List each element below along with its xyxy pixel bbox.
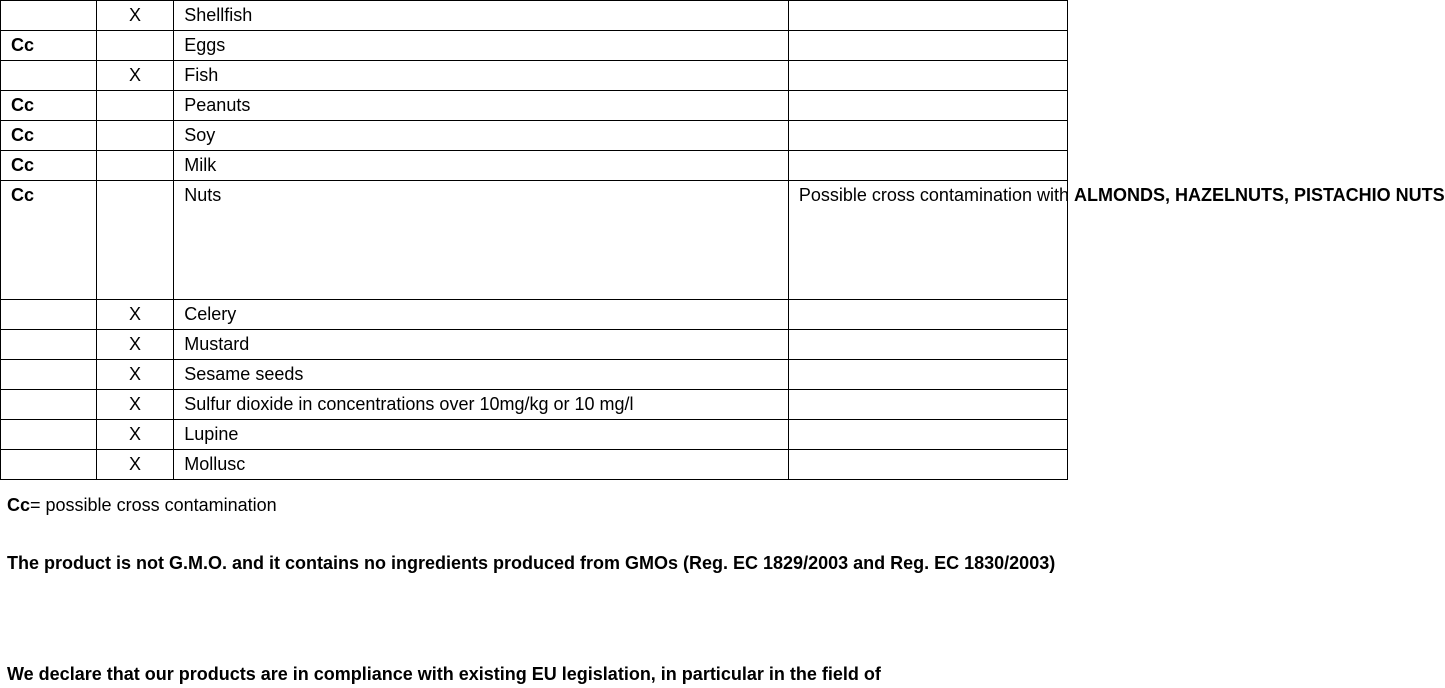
allergen-name-cell: Fish: [174, 61, 789, 91]
allergen-name-cell: Eggs: [174, 31, 789, 61]
allergen-name-cell: Peanuts: [174, 91, 789, 121]
absent-mark-cell: [96, 91, 174, 121]
cross-contamination-cell: [1, 330, 97, 360]
cross-contamination-cell: Cc: [1, 121, 97, 151]
absent-mark-cell: [96, 121, 174, 151]
cross-contamination-legend: [7, 493, 277, 517]
allergen-name-cell: Lupine: [174, 420, 789, 450]
note-text: Possible cross contamination with: [798, 185, 1069, 205]
absent-mark-cell: X: [96, 420, 174, 450]
absent-mark-cell: X: [96, 390, 174, 420]
note-cell: [788, 121, 1067, 151]
absent-mark-cell: [96, 151, 174, 181]
allergen-name-cell: Nuts: [174, 181, 789, 300]
note-bold-text: ALMONDS, HAZELNUTS, PISTACHIO NUTS: [1074, 185, 1445, 205]
table-row: [1, 1, 1068, 31]
cross-contamination-cell: Cc: [1, 31, 97, 61]
table-row: [1, 390, 1068, 420]
table-row: [1, 450, 1068, 480]
cross-contamination-cell: [1, 360, 97, 390]
note-cell: [788, 420, 1067, 450]
note-cell: [788, 181, 1445, 300]
compliance-declaration: We declare that our products are in compliance with existing EU legislation, in particular in the field of: [7, 664, 881, 684]
note-cell: [788, 91, 1067, 121]
absent-mark-cell: [96, 181, 174, 300]
note-cell: [788, 330, 1067, 360]
cross-contamination-cell: Cc: [1, 181, 97, 300]
absent-mark-cell: X: [96, 300, 174, 330]
allergen-name-cell: Mustard: [174, 330, 789, 360]
note-cell: [788, 151, 1067, 181]
table-row: [1, 330, 1068, 360]
note-cell: [788, 31, 1067, 61]
absent-mark-cell: X: [96, 360, 174, 390]
note-cell: [788, 300, 1067, 330]
cross-contamination-cell: Cc: [1, 151, 97, 181]
note-cell: [788, 450, 1067, 480]
allergen-name-cell: Mollusc: [174, 450, 789, 480]
allergen-name-cell: Celery: [174, 300, 789, 330]
cross-contamination-cell: [1, 61, 97, 91]
cross-contamination-cell: Cc: [1, 91, 97, 121]
table-row: [1, 181, 1068, 300]
table-row: [1, 151, 1068, 181]
cross-contamination-cell: [1, 420, 97, 450]
allergen-name-cell: Shellfish: [174, 1, 789, 31]
absent-mark-cell: X: [96, 1, 174, 31]
cross-contamination-cell: [1, 300, 97, 330]
allergen-name-cell: Sesame seeds: [174, 360, 789, 390]
absent-mark-cell: X: [96, 330, 174, 360]
allergen-name-cell: Soy: [174, 121, 789, 151]
note-cell: [788, 390, 1067, 420]
table-row: [1, 300, 1068, 330]
legend-key: Cc: [7, 495, 31, 515]
allergen-name-cell: Milk: [174, 151, 789, 181]
table-row: [1, 420, 1068, 450]
absent-mark-cell: [96, 31, 174, 61]
table-row: [1, 31, 1068, 61]
table-row: [1, 360, 1068, 390]
absent-mark-cell: X: [96, 450, 174, 480]
note-cell: [788, 61, 1067, 91]
note-cell: [788, 360, 1067, 390]
table-row: [1, 91, 1068, 121]
cross-contamination-cell: [1, 390, 97, 420]
legend-text: = possible cross contamination: [30, 495, 277, 515]
table-row: [1, 61, 1068, 91]
allergen-table-body: [1, 1, 1445, 480]
table-row: [1, 121, 1068, 151]
cross-contamination-cell: [1, 1, 97, 31]
gmo-statement: The product is not G.M.O. and it contains no ingredients produced from GMOs (Reg. EC 1829/2003 and Reg. EC 1830/2003): [7, 553, 1056, 573]
allergen-name-cell: Sulfur dioxide in concentrations over 10mg/kg or 10 mg/l: [174, 390, 789, 420]
cross-contamination-cell: [1, 450, 97, 480]
note-cell: [788, 1, 1067, 31]
absent-mark-cell: X: [96, 61, 174, 91]
